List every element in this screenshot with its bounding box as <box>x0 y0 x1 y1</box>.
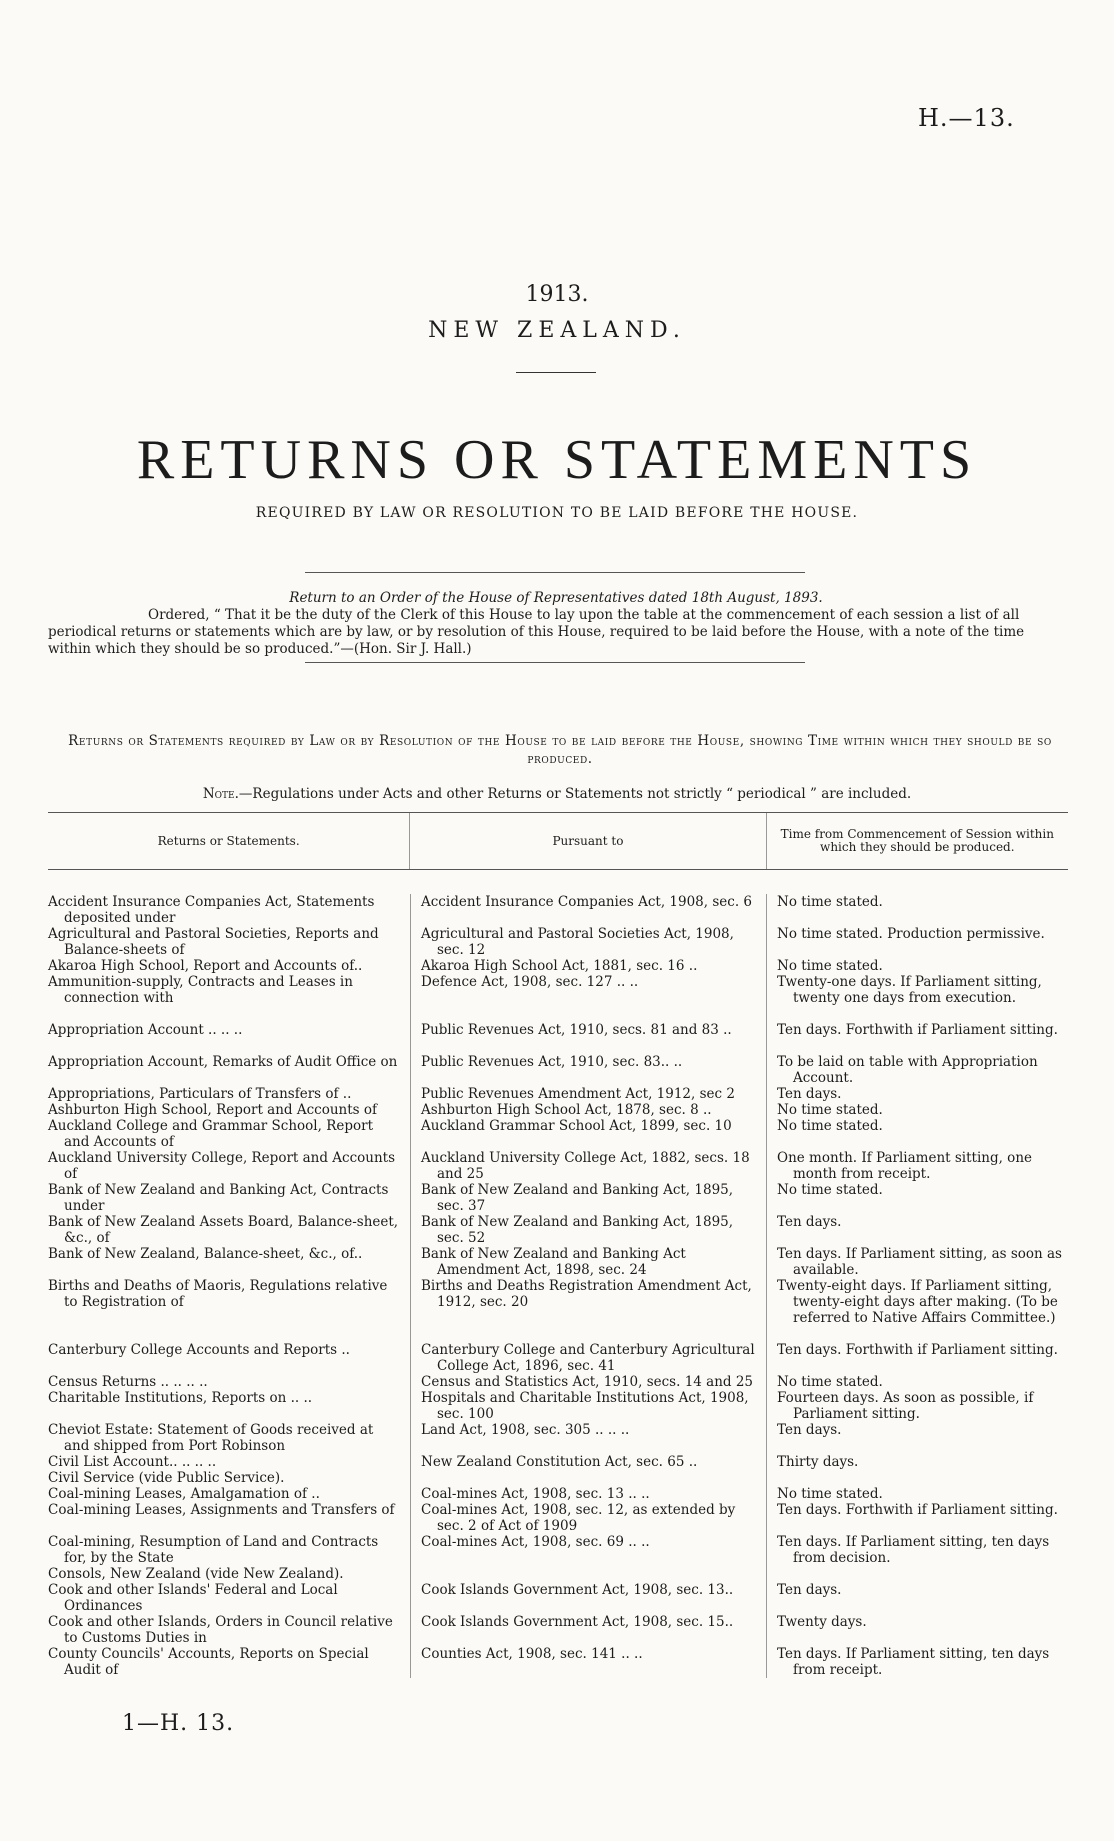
table-row <box>48 1454 1068 1470</box>
time-cell-text: No time stated. <box>777 958 883 974</box>
return-cell <box>48 1422 410 1454</box>
pursuant-cell-text: Coal-mines Act, 1908, sec. 13 .. .. <box>421 1486 650 1502</box>
pursuant-cell <box>410 1374 766 1390</box>
return-cell <box>48 1182 410 1214</box>
return-cell <box>48 1102 410 1118</box>
time-cell-text: No time stated. <box>777 1102 883 1118</box>
pursuant-cell <box>410 1566 766 1582</box>
return-cell <box>48 1214 410 1246</box>
note <box>0 786 1114 802</box>
time-cell <box>766 1534 1068 1566</box>
pursuant-cell <box>410 974 766 1022</box>
pursuant-cell-text: Cook Islands Government Act, 1908, sec. 13.. <box>421 1582 734 1598</box>
returns-table <box>48 812 1068 1678</box>
pursuant-cell <box>410 1150 766 1182</box>
time-cell <box>766 1118 1068 1150</box>
time-cell <box>766 1150 1068 1182</box>
return-cell <box>48 1246 410 1278</box>
return-cell-text: Auckland College and Grammar School, Report and Accounts of <box>48 1118 374 1150</box>
page-signature: 1—H. 13. <box>122 1711 235 1736</box>
pursuant-cell <box>410 1470 766 1486</box>
table-row <box>48 974 1068 1022</box>
time-cell-text: To be laid on table with Appropriation Account. <box>777 1054 1038 1086</box>
pursuant-cell <box>410 1054 766 1086</box>
return-cell <box>48 1118 410 1150</box>
pursuant-cell <box>410 1646 766 1678</box>
pursuant-cell <box>410 926 766 958</box>
pursuant-cell <box>410 1454 766 1470</box>
return-cell-text: Bank of New Zealand, Balance-sheet, &c., of.. <box>48 1246 363 1262</box>
table-row <box>48 1150 1068 1182</box>
return-cell <box>48 1534 410 1566</box>
order-block <box>48 590 1064 658</box>
page-reference: H.—13. <box>918 104 1015 132</box>
table-row <box>48 1278 1068 1342</box>
return-cell-text: Appropriation Account, Remarks of Audit Office on <box>48 1054 398 1070</box>
pursuant-cell <box>410 958 766 974</box>
table-row <box>48 1022 1068 1054</box>
return-cell-text: Coal-mining, Resumption of Land and Contracts for, by the State <box>48 1534 379 1566</box>
pursuant-cell-text: Accident Insurance Companies Act, 1908, sec. 6 <box>421 894 752 910</box>
return-cell <box>48 1342 410 1374</box>
table-row <box>48 1614 1068 1646</box>
return-cell-text: Cook and other Islands, Orders in Council relative to Customs Duties in <box>48 1614 393 1646</box>
pursuant-cell <box>410 1118 766 1150</box>
table-row <box>48 1470 1068 1486</box>
pursuant-cell <box>410 1214 766 1246</box>
return-cell-text: Appropriation Account .. .. .. <box>48 1022 243 1038</box>
return-cell-text: Ammunition-supply, Contracts and Leases in connection with <box>48 974 353 1006</box>
table-row <box>48 1214 1068 1246</box>
pursuant-cell-text: Auckland University College Act, 1882, secs. 18 and 25 <box>421 1150 750 1182</box>
return-cell <box>48 1374 410 1390</box>
time-cell-text: Twenty days. <box>777 1614 867 1630</box>
table-row <box>48 1086 1068 1102</box>
return-cell-text: Census Returns .. .. .. .. <box>48 1374 208 1390</box>
pursuant-cell <box>410 1022 766 1054</box>
pursuant-cell-text: Canterbury College and Canterbury Agricultural College Act, 1896, sec. 41 <box>421 1342 755 1374</box>
table-row <box>48 1390 1068 1422</box>
table-row <box>48 1422 1068 1454</box>
time-cell <box>766 894 1068 926</box>
return-cell-text: Coal-mining Leases, Amalgamation of .. <box>48 1486 320 1502</box>
pursuant-cell-text: Bank of New Zealand and Banking Act, 1895, sec. 37 <box>421 1182 734 1214</box>
time-cell <box>766 1614 1068 1646</box>
return-cell <box>48 1502 410 1534</box>
pursuant-cell <box>410 1422 766 1454</box>
time-cell-text: No time stated. <box>777 1182 883 1198</box>
divider <box>305 572 805 573</box>
return-cell-text: Coal-mining Leases, Assignments and Transfers of <box>48 1502 395 1518</box>
table-row <box>48 1054 1068 1086</box>
table-row <box>48 1342 1068 1374</box>
table-row <box>48 1534 1068 1566</box>
order-heading: Return to an Order of the House of Representatives dated 18th August, 1893. <box>289 590 823 606</box>
time-cell-text: Ten days. <box>777 1214 842 1230</box>
pursuant-cell <box>410 1086 766 1102</box>
time-cell-text: Ten days. If Parliament sitting, as soon as available. <box>777 1246 1062 1278</box>
pursuant-cell-text: Bank of New Zealand and Banking Act Amendment Act, 1898, sec. 24 <box>421 1246 686 1278</box>
time-cell-text: No time stated. <box>777 894 883 910</box>
table-row <box>48 1486 1068 1502</box>
time-cell <box>766 1374 1068 1390</box>
column-header-time: Time from Commencement of Session within which they should be produced. <box>766 813 1068 869</box>
pursuant-cell <box>410 894 766 926</box>
return-cell <box>48 1022 410 1054</box>
table-row <box>48 1566 1068 1582</box>
pursuant-cell <box>410 1102 766 1118</box>
table-row <box>48 1102 1068 1118</box>
time-cell-text: No time stated. Production permissive. <box>777 926 1045 942</box>
time-cell <box>766 926 1068 958</box>
time-cell <box>766 1502 1068 1534</box>
pursuant-cell <box>410 1582 766 1614</box>
pursuant-cell-text: Public Revenues Act, 1910, secs. 81 and 83 .. <box>421 1022 732 1038</box>
pursuant-cell-text: Census and Statistics Act, 1910, secs. 14 and 25 <box>421 1374 754 1390</box>
return-cell <box>48 894 410 926</box>
return-cell-text: Ashburton High School, Report and Accounts of <box>48 1102 378 1118</box>
return-cell <box>48 1150 410 1182</box>
time-cell-text: One month. If Parliament sitting, one month from receipt. <box>777 1150 1032 1182</box>
return-cell <box>48 974 410 1022</box>
table-row <box>48 1646 1068 1678</box>
return-cell-text: Bank of New Zealand and Banking Act, Contracts under <box>48 1182 389 1214</box>
return-cell <box>48 1646 410 1678</box>
time-cell <box>766 1022 1068 1054</box>
time-cell <box>766 1646 1068 1678</box>
table-row <box>48 1118 1068 1150</box>
return-cell <box>48 1390 410 1422</box>
pursuant-cell-text: Births and Deaths Registration Amendment Act, 1912, sec. 20 <box>421 1278 752 1310</box>
table-row <box>48 1502 1068 1534</box>
pursuant-cell-text: Bank of New Zealand and Banking Act, 1895, sec. 52 <box>421 1214 734 1246</box>
time-cell <box>766 1486 1068 1502</box>
pursuant-cell-text: Ashburton High School Act, 1878, sec. 8 .. <box>421 1102 712 1118</box>
table-row <box>48 1582 1068 1614</box>
pursuant-cell <box>410 1614 766 1646</box>
return-cell-text: Consols, New Zealand (vide New Zealand). <box>48 1566 344 1582</box>
time-cell <box>766 974 1068 1022</box>
return-cell-text: Charitable Institutions, Reports on .. .. <box>48 1390 313 1406</box>
time-cell-text: Thirty days. <box>777 1454 859 1470</box>
return-cell <box>48 1454 410 1470</box>
pursuant-cell-text: Agricultural and Pastoral Societies Act, 1908, sec. 12 <box>421 926 734 958</box>
time-cell <box>766 958 1068 974</box>
pursuant-cell-text: Akaroa High School Act, 1881, sec. 16 .. <box>421 958 698 974</box>
pursuant-cell <box>410 1534 766 1566</box>
pursuant-cell <box>410 1342 766 1374</box>
time-cell <box>766 1342 1068 1374</box>
pursuant-cell <box>410 1486 766 1502</box>
pursuant-cell-text: Coal-mines Act, 1908, sec. 69 .. .. <box>421 1534 650 1550</box>
time-cell-text: Ten days. <box>777 1086 842 1102</box>
country-name: NEW ZEALAND. <box>428 318 686 343</box>
pursuant-cell-text: Land Act, 1908, sec. 305 .. .. .. <box>421 1422 630 1438</box>
return-cell-text: Accident Insurance Companies Act, Statements deposited under <box>48 894 375 926</box>
return-cell-text: Births and Deaths of Maoris, Regulations relative to Registration of <box>48 1278 388 1310</box>
return-cell-text: Akaroa High School, Report and Accounts of.. <box>48 958 363 974</box>
time-cell <box>766 1566 1068 1582</box>
column-header-pursuant: Pursuant to <box>409 813 765 869</box>
return-cell-text: Bank of New Zealand Assets Board, Balance-sheet, &c., of <box>48 1214 399 1246</box>
table-row <box>48 926 1068 958</box>
pursuant-cell <box>410 1390 766 1422</box>
return-cell-text: Cheviot Estate: Statement of Goods received at and shipped from Port Robinson <box>48 1422 374 1454</box>
note-label: Note. <box>202 786 239 802</box>
time-cell-text: Fourteen days. As soon as possible, if Parliament sitting. <box>777 1390 1034 1422</box>
table-row <box>48 1246 1068 1278</box>
return-cell-text: County Councils' Accounts, Reports on Special Audit of <box>48 1646 369 1678</box>
time-cell-text: Ten days. Forthwith if Parliament sitting. <box>777 1502 1058 1518</box>
time-cell-text: Ten days. <box>777 1582 842 1598</box>
time-cell-text: No time stated. <box>777 1118 883 1134</box>
section-heading: Returns or Statements required by Law or by Resolution of the House to be laid before the House, showing Time within which they should be so produced. <box>68 733 1052 767</box>
time-cell <box>766 1390 1068 1422</box>
return-cell <box>48 1486 410 1502</box>
table-body <box>48 894 1068 1678</box>
note-text: —Regulations under Acts and other Returns or Statements not strictly “ periodical ” are included. <box>238 786 912 802</box>
page-subtitle: REQUIRED BY LAW OR RESOLUTION TO BE LAID BEFORE THE HOUSE. <box>255 505 859 521</box>
pursuant-cell-text: Coal-mines Act, 1908, sec. 12, as extended by sec. 2 of Act of 1909 <box>421 1502 736 1534</box>
return-cell-text: Canterbury College Accounts and Reports .. <box>48 1342 350 1358</box>
return-cell-text: Civil List Account.. .. .. .. <box>48 1454 217 1470</box>
return-cell-text: Appropriations, Particulars of Transfers of .. <box>48 1086 352 1102</box>
return-cell <box>48 1278 410 1342</box>
time-cell <box>766 1246 1068 1278</box>
return-cell-text: Cook and other Islands' Federal and Local Ordinances <box>48 1582 338 1614</box>
table-row <box>48 958 1068 974</box>
return-cell-text: Agricultural and Pastoral Societies, Reports and Balance-sheets of <box>48 926 379 958</box>
pursuant-cell <box>410 1182 766 1214</box>
time-cell <box>766 1422 1068 1454</box>
pursuant-cell-text: Auckland Grammar School Act, 1899, sec. 10 <box>421 1118 732 1134</box>
time-cell <box>766 1182 1068 1214</box>
pursuant-cell-text: New Zealand Constitution Act, sec. 65 .. <box>421 1454 698 1470</box>
time-cell-text: Twenty-eight days. If Parliament sitting, twenty-eight days after making. (To be referred to Native Affairs Committee.) <box>777 1278 1058 1326</box>
year: 1913. <box>525 282 589 307</box>
return-cell-text: Auckland University College, Report and Accounts of <box>48 1150 396 1182</box>
divider <box>516 372 596 373</box>
time-cell-text: No time stated. <box>777 1486 883 1502</box>
return-cell-text: Civil Service (vide Public Service). <box>48 1470 285 1486</box>
pursuant-cell <box>410 1278 766 1342</box>
table-row <box>48 894 1068 926</box>
pursuant-cell-text: Counties Act, 1908, sec. 141 .. .. <box>421 1646 643 1662</box>
time-cell <box>766 1470 1068 1486</box>
time-cell-text: Ten days. Forthwith if Parliament sitting. <box>777 1342 1058 1358</box>
return-cell <box>48 1566 410 1582</box>
pursuant-cell <box>410 1246 766 1278</box>
time-cell-text: Ten days. If Parliament sitting, ten days from decision. <box>777 1534 1050 1566</box>
pursuant-cell-text: Cook Islands Government Act, 1908, sec. 15.. <box>421 1614 734 1630</box>
pursuant-cell-text: Public Revenues Amendment Act, 1912, sec 2 <box>421 1086 735 1102</box>
order-text: Ordered, “ That it be the duty of the Clerk of this House to lay upon the table at the commencement of each session a list of all periodical returns or statements which are by law, or by resolution of this House, required to be laid before the House, with a note of the time within which they should be so produced.”—(Hon. Sir J. Hall.) <box>48 607 1025 657</box>
return-cell <box>48 1054 410 1086</box>
time-cell-text: Ten days. <box>777 1422 842 1438</box>
return-cell <box>48 1470 410 1486</box>
time-cell <box>766 1278 1068 1342</box>
time-cell <box>766 1454 1068 1470</box>
divider <box>305 662 805 663</box>
time-cell <box>766 1102 1068 1118</box>
time-cell-text: Ten days. If Parliament sitting, ten days from receipt. <box>777 1646 1050 1678</box>
time-cell <box>766 1214 1068 1246</box>
time-cell-text: Ten days. Forthwith if Parliament sitting. <box>777 1022 1058 1038</box>
table-row <box>48 1182 1068 1214</box>
pursuant-cell-text: Hospitals and Charitable Institutions Act, 1908, sec. 100 <box>421 1390 749 1422</box>
return-cell <box>48 926 410 958</box>
table-header <box>48 812 1068 870</box>
time-cell <box>766 1582 1068 1614</box>
time-cell-text: No time stated. <box>777 1374 883 1390</box>
pursuant-cell-text: Defence Act, 1908, sec. 127 .. .. <box>421 974 639 990</box>
column-header-returns: Returns or Statements. <box>157 833 300 848</box>
page-title: RETURNS OR STATEMENTS <box>136 429 978 491</box>
return-cell <box>48 1614 410 1646</box>
return-cell <box>48 1582 410 1614</box>
pursuant-cell-text: Public Revenues Act, 1910, sec. 83.. .. <box>421 1054 683 1070</box>
time-cell-text: Twenty-one days. If Parliament sitting, twenty one days from execution. <box>777 974 1042 1006</box>
return-cell <box>48 1086 410 1102</box>
pursuant-cell <box>410 1502 766 1534</box>
return-cell <box>48 958 410 974</box>
table-row <box>48 1374 1068 1390</box>
time-cell <box>766 1054 1068 1086</box>
time-cell <box>766 1086 1068 1102</box>
